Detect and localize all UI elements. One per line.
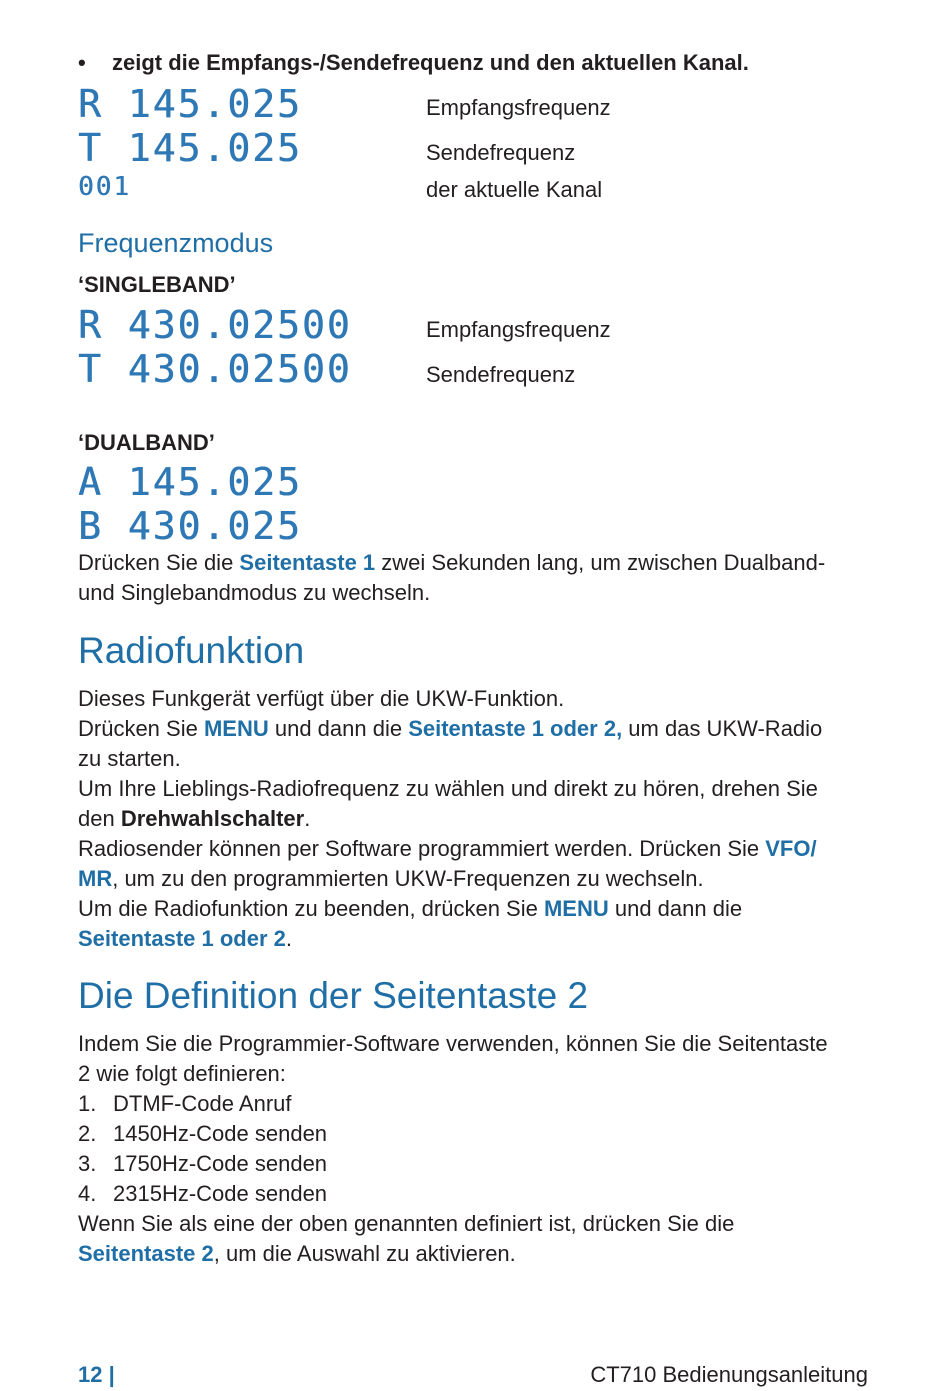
label-transmit-frequency: Sendefrequenz: [426, 140, 576, 165]
radio-p4-line2: MR, um zu den programmierten UKW-Frequenzen zu wechseln.: [78, 866, 704, 891]
lcd-dualband-a: A 145.025: [78, 460, 302, 504]
radio-p2-line2: zu starten.: [78, 746, 181, 771]
key-side-2: Seitentaste 2: [78, 1241, 214, 1266]
radio-p3-line2: den Drehwahlschalter.: [78, 806, 311, 831]
label-singleband-transmit: Sendefrequenz: [426, 362, 576, 387]
dualband-title: ‘DUALBAND’: [78, 430, 215, 455]
side-key2-intro: Indem Sie die Programmier-Software verwenden, können Sie die Seitentaste: [78, 1031, 828, 1056]
frequency-mode-heading: Frequenzmodus: [78, 228, 274, 258]
key-side-1: Seitentaste 1: [239, 550, 376, 575]
key-side-1-or-2: Seitentaste 1 oder 2,: [408, 716, 623, 741]
lcd-transmit-frequency: T 145.025: [78, 126, 302, 170]
key-menu-2: MENU: [543, 896, 609, 921]
intro-text: zeigt die Empfangs-/Sendefrequenz und den aktuellen Kanal.: [112, 50, 749, 75]
key-side-1-or-2-b: Seitentaste 1 oder 2: [78, 926, 286, 951]
key-menu: MENU: [203, 716, 269, 741]
label-channel: der aktuelle Kanal: [426, 177, 603, 202]
bullet-icon: •: [78, 50, 86, 75]
radio-p2: Drücken Sie MENU und dann die Seitentaste 1 oder 2, um das UKW-Radio: [78, 716, 823, 741]
lcd-singleband-receive: R 430.02500: [78, 303, 352, 347]
radio-p4: Radiosender können per Software programmiert werden. Drücken Sie VFO/: [78, 836, 817, 861]
lcd-receive-frequency: R 145.025: [78, 82, 302, 126]
page-number: 12 |: [78, 1362, 115, 1387]
dualband-note-line1: Drücken Sie die Seitentaste 1 zwei Sekunden lang, um zwischen Dualband-: [78, 550, 826, 575]
list-item: 3. 1750Hz-Code senden: [78, 1151, 328, 1176]
radio-body: [78, 684, 868, 954]
radio-heading: Radiofunktion: [78, 630, 305, 671]
key-rotary-switch: Drehwahlschalter: [120, 806, 305, 831]
key-mr: MR: [78, 866, 113, 891]
radio-p1: Dieses Funkgerät verfügt über die UKW-Funktion.: [78, 686, 565, 711]
lcd-singleband-transmit: T 430.02500: [78, 347, 352, 391]
intro-bullet-line: [78, 50, 749, 76]
singleband-title: ‘SINGLEBAND’: [78, 272, 236, 297]
side-key2-intro-line2: 2 wie folgt definieren:: [78, 1061, 286, 1086]
key-vfo: VFO/: [765, 836, 817, 861]
side-key2-body: [78, 1029, 868, 1269]
radio-p5-line2: Seitentaste 1 oder 2.: [78, 926, 292, 951]
radio-p5: Um die Radiofunktion zu beenden, drücken Sie MENU und dann die: [78, 896, 743, 921]
dualband-note-line2: und Singlebandmodus zu wechseln.: [78, 580, 431, 605]
manual-page: [78, 0, 868, 1391]
side-key2-list: [78, 1089, 868, 1209]
radio-p3: Um Ihre Lieblings-Radiofrequenz zu wählen und direkt zu hören, drehen Sie: [78, 776, 818, 801]
side-key2-outro: Wenn Sie als eine der oben genannten definiert ist, drücken Sie die: [78, 1211, 735, 1236]
side-key2-heading: Die Definition der Seitentaste 2: [78, 975, 589, 1016]
list-item: 4. 2315Hz-Code senden: [78, 1181, 328, 1206]
label-receive-frequency: Empfangsfrequenz: [426, 95, 611, 120]
lcd-channel: 001: [78, 172, 131, 202]
list-item: 2. 1450Hz-Code senden: [78, 1121, 328, 1146]
side-key2-outro-line2: Seitentaste 2, um die Auswahl zu aktivieren.: [78, 1241, 516, 1266]
lcd-dualband-b: B 430.025: [78, 504, 302, 548]
list-item: 1. DTMF-Code Anruf: [78, 1091, 292, 1116]
manual-title: CT710 Bedienungsanleitung: [590, 1362, 868, 1387]
label-singleband-receive: Empfangsfrequenz: [426, 317, 611, 342]
dualband-note: [78, 548, 868, 608]
